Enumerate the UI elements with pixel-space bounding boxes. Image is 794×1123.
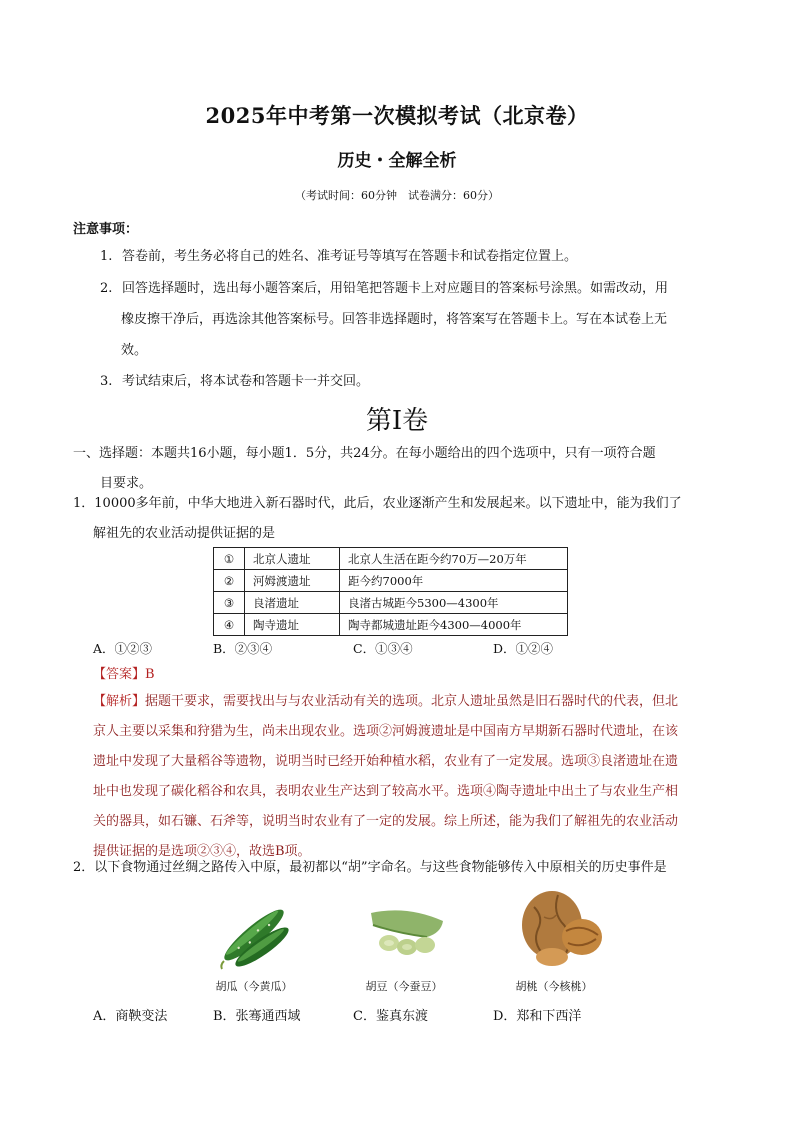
table-row (214, 570, 568, 592)
note-item-3 (100, 366, 730, 397)
site-name: 陶寺遗址 (245, 614, 340, 636)
analysis-line: 京人主要以采集和狩猎为生，尚未出现农业。选项②河姆渡遗址是中国南方早期新石器时代遗址，在该 (93, 724, 679, 739)
analysis-line: 遗址中发现了大量稻谷等遗物，说明当时已经开始种植水稻，农业有了一定发展。选项③良渚遗址在遗 (93, 754, 679, 769)
note-item-1 (100, 241, 730, 272)
note-item-2 (100, 273, 730, 304)
food-caption-2: 胡豆（今蚕豆） (365, 980, 443, 993)
answer-line (93, 660, 155, 690)
section-heading-line: 一、选择题：本题共16小题，每小题1．5分，共24分。在每小题给出的四个选项中，只有一项符合题 (73, 446, 656, 461)
note-number: 1. (100, 249, 113, 264)
part-title: 第Ⅰ卷 (365, 406, 429, 436)
cucumber-image (214, 895, 294, 973)
note-item-2-continued: 效。 (121, 343, 148, 358)
option-c[interactable]: C．鉴真东渡 (353, 1009, 428, 1024)
exam-info: （考试时间：60分钟 试卷满分：60分） (295, 189, 499, 202)
analysis-line: 提供证据的是选项②③④，故选B项。 (93, 844, 311, 859)
analysis-label: 【解析】 (93, 694, 146, 709)
question-number: 2． (73, 860, 95, 875)
site-description: 陶寺都城遗址距今4300—4000年 (340, 614, 568, 636)
option-a[interactable]: A．①②③ (93, 641, 153, 656)
row-number: ② (214, 570, 245, 592)
note-text: 答卷前，考生务必将自己的姓名、准考证号等填写在答题卡和试卷指定位置上。 (122, 249, 578, 264)
option-a[interactable]: A．商鞅变法 (93, 1009, 168, 1024)
option-b[interactable]: B．②③④ (213, 641, 273, 656)
row-number: ③ (214, 592, 245, 614)
answer-value: B (145, 667, 155, 682)
row-number: ④ (214, 614, 245, 636)
site-name: 北京人遗址 (245, 548, 340, 570)
food-caption-1: 胡瓜（今黄瓜） (215, 980, 293, 993)
section-heading-line: 目要求。 (100, 476, 153, 491)
option-d[interactable]: D．①②④ (493, 641, 554, 656)
broad-bean-image (367, 903, 447, 963)
analysis-line: 据题干要求，需要找出与与农业活动有关的选项。北京人遗址虽然是旧石器时代的代表，但北 (145, 694, 679, 709)
table-row (214, 548, 568, 570)
analysis-line: 关的器具，如石镰、石斧等，说明当时农业有了一定的发展。综上所述，能为我们了解祖先的农业活动 (93, 814, 679, 829)
document-subtitle: 历史・全解全析 (337, 151, 457, 171)
table-row (214, 614, 568, 636)
answer-label: 【答案】 (93, 667, 146, 682)
analysis-block (93, 687, 733, 867)
document-title: 2025年中考第一次模拟考试（北京卷） (205, 103, 589, 128)
site-name: 良渚遗址 (245, 592, 340, 614)
option-b[interactable]: B．张骞通西域 (213, 1009, 301, 1024)
site-description: 良渚古城距今5300—4300年 (340, 592, 568, 614)
notes-heading: 注意事项： (73, 222, 139, 237)
note-item-2-continued: 橡皮擦干净后，再选涂其他答案标号。回答非选择题时，将答案写在答题卡上。写在本试卷上无 (121, 312, 668, 327)
site-name: 河姆渡遗址 (245, 570, 340, 592)
note-number: 2. (100, 281, 113, 296)
option-d[interactable]: D．郑和下西洋 (493, 1009, 582, 1024)
sites-table (213, 547, 568, 636)
analysis-line: 址中也发现了碳化稻谷和农具，表明农业生产达到了较高水平。选项④陶寺遗址中出土了与农业生产相 (93, 784, 679, 799)
question-text: 10000多年前，中华大地进入新石器时代，此后，农业逐渐产生和发展起来。以下遗址中，能为我们了 (94, 496, 682, 511)
question-number: 1． (73, 496, 95, 511)
site-description: 北京人生活在距今约70万—20万年 (340, 548, 568, 570)
note-text: 回答选择题时，选出每小题答案后，用铅笔把答题卡上对应题目的答案标号涂黑。如需改动，用 (122, 281, 669, 296)
row-number: ① (214, 548, 245, 570)
food-caption-3: 胡桃（今核桃） (515, 980, 593, 993)
question-2 (73, 853, 753, 883)
table-row (214, 592, 568, 614)
question-text: 解祖先的农业活动提供证据的是 (93, 526, 276, 541)
note-number: 3. (100, 374, 113, 389)
note-text: 考试结束后，将本试卷和答题卡一并交回。 (122, 374, 370, 389)
question-1 (73, 489, 738, 549)
site-description: 距今约7000年 (340, 570, 568, 592)
question-text: 以下食物通过丝绸之路传入中原，最初都以“胡”字命名。与这些食物能够传入中原相关的历史事件是 (94, 860, 667, 875)
walnut-image (514, 887, 604, 969)
option-c[interactable]: C．①③④ (353, 641, 413, 656)
